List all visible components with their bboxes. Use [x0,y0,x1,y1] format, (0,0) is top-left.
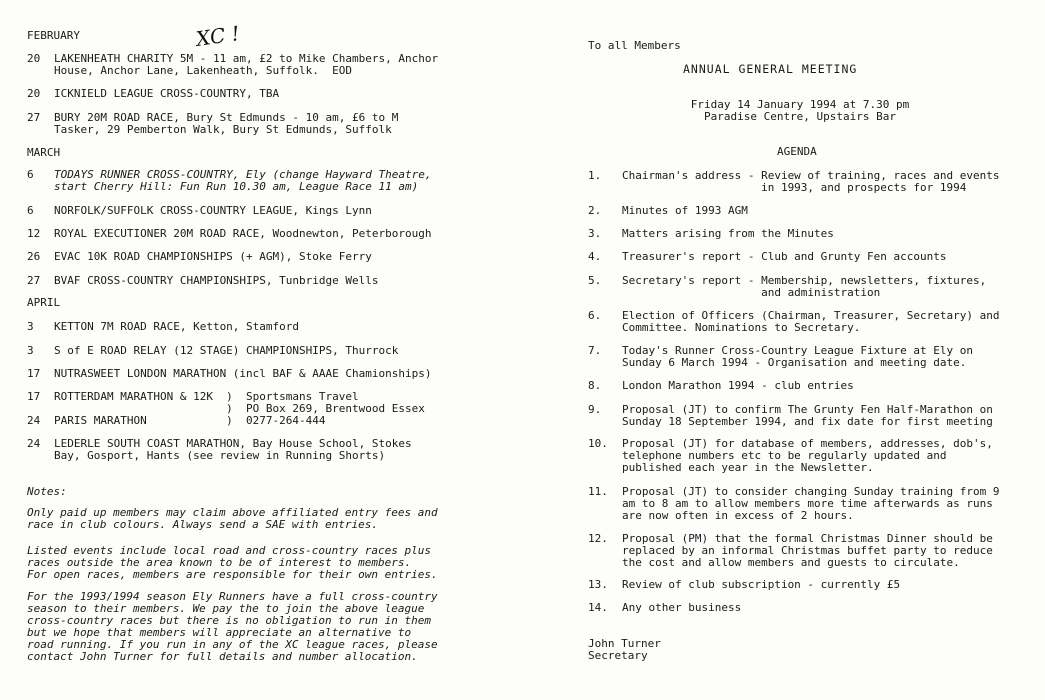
event-text: ) PO Box 269, Brentwood Essex [54,402,425,415]
agenda-item-number: 13. [588,578,608,591]
note-line: cross-country races but there is no obligation to run in them [27,614,431,627]
agenda-item-number: 6. [588,309,602,322]
event-day: 24 [27,437,41,450]
agenda-item-text: are now often in excess of 2 hours. [622,509,854,522]
agenda-item-text: Proposal (PM) that the formal Christmas Dinner should be [622,532,993,545]
signature-name: John Turner [588,637,661,650]
agenda-item-number: 12. [588,532,608,545]
event-day: 3 [27,344,34,357]
event-text: ROYAL EXECUTIONER 20M ROAD RACE, Woodnewton, Peterborough [54,227,432,240]
agenda-item-text: Review of club subscription - currently £5 [622,578,901,591]
salutation: To all Members [588,39,681,52]
agenda-item-text: Any other business [622,601,742,614]
note-line: For the 1993/1994 season Ely Runners have a full cross-country [27,590,438,603]
event-text: start Cherry Hill: Fun Run 10.30 am, League Race 11 am) [54,180,419,193]
meeting-venue: Paradise Centre, Upstairs Bar [703,110,897,123]
event-text: PARIS MARATHON ) 0277-264-444 [54,414,326,427]
event-text: S of E ROAD RELAY (12 STAGE) CHAMPIONSHIPS, Thurrock [54,344,399,357]
agenda-item-text: published each year in the Newsletter. [622,461,874,474]
event-day: 27 [27,111,41,124]
agenda-item-number: 1. [588,169,602,182]
meeting-date: Friday 14 January 1994 at 7.30 pm [690,98,910,111]
agenda-item-number: 9. [588,403,602,416]
note-line: road running. If you run in any of the XC league races, please [27,638,438,651]
agenda-item-text: Proposal (JT) to consider changing Sunday training from 9 [622,485,1000,498]
handwritten-annotation: XC ! [194,21,242,51]
agenda-item-number: 14. [588,601,608,614]
event-text: NORFOLK/SUFFOLK CROSS-COUNTRY LEAGUE, Kings Lynn [54,204,372,217]
event-text: House, Anchor Lane, Lakenheath, Suffolk. EOD [54,64,353,77]
agenda-item-text: Election of Officers (Chairman, Treasurer, Secretary) and [622,309,1000,322]
agenda-item-text: and administration [622,286,881,299]
note-line: season to their members. We pay the to join the above league [27,602,425,615]
agenda-item-number: 11. [588,485,608,498]
agm-heading: ANNUAL GENERAL MEETING [683,62,858,76]
note-line: Only paid up members may claim above affiliated entry fees and [27,506,438,519]
agenda-item-number: 10. [588,437,608,450]
event-day: 20 [27,87,41,100]
event-text: NUTRASWEET LONDON MARATHON (incl BAF & AAAE Chamionships) [54,367,432,380]
agenda-item-text: in 1993, and prospects for 1994 [622,181,967,194]
notes-title: Notes: [27,485,67,498]
note-line: Listed events include local road and cross-country races plus [27,544,431,557]
event-text: Tasker, 29 Pemberton Walk, Bury St Edmunds, Suffolk [54,123,392,136]
event-text: TODAYS RUNNER CROSS-COUNTRY, Ely (change Hayward Theatre, [54,168,432,181]
event-text: ICKNIELD LEAGUE CROSS-COUNTRY, TBA [54,87,280,100]
event-day: 17 [27,390,41,403]
event-day: 20 [27,52,41,65]
note-line: race in club colours. Always send a SAE with entries. [27,518,378,531]
event-day: 24 [27,414,41,427]
agenda-item-text: the cost and allow members and guests to circulate. [622,556,960,569]
month-heading-april: APRIL [27,296,61,309]
event-text: BVAF CROSS-COUNTRY CHAMPIONSHIPS, Tunbridge Wells [54,274,379,287]
agenda-item-text: London Marathon 1994 - club entries [622,379,854,392]
event-day: 6 [27,168,34,181]
note-line: races outside the area known to be of interest to members. [27,556,412,569]
agenda-item-number: 5. [588,274,602,287]
agenda-item-number: 8. [588,379,602,392]
event-text: BURY 20M ROAD RACE, Bury St Edmunds - 10 am, £6 to M [54,111,399,124]
event-day: 27 [27,274,41,287]
event-day: 3 [27,320,34,333]
month-heading-february: FEBRUARY [27,29,80,42]
agenda-item-text: Matters arising from the Minutes [622,227,834,240]
month-heading-march: MARCH [27,146,61,159]
agenda-item-text: Committee. Nominations to Secretary. [622,321,861,334]
agenda-item-text: Chairman's address - Review of training, races and events [622,169,1000,182]
event-text: KETTON 7M ROAD RACE, Ketton, Stamford [54,320,300,333]
event-day: 17 [27,367,41,380]
event-text: EVAC 10K ROAD CHAMPIONSHIPS (+ AGM), Stoke Ferry [54,250,372,263]
note-line: contact John Turner for full details and number allocation. [27,650,418,663]
event-day: 6 [27,204,34,217]
agenda-item-text: Minutes of 1993 AGM [622,204,748,217]
agenda-item-text: telephone numbers etc to be regularly updated and [622,449,947,462]
event-text: LEDERLE SOUTH COAST MARATHON, Bay House School, Stokes [54,437,412,450]
agenda-item-number: 2. [588,204,602,217]
note-line: but we hope that members will appreciate an alternative to [27,626,412,639]
agenda-title: AGENDA [777,145,817,158]
signature-title: Secretary [588,649,648,662]
agenda-item-text: replaced by an informal Christmas buffet party to reduce [622,544,993,557]
agenda-item-number: 4. [588,250,602,263]
event-day: 26 [27,250,41,263]
agenda-item-text: Sunday 18 September 1994, and fix date for first meeting [622,415,993,428]
note-line: For open races, members are responsible for their own entries. [27,568,438,581]
agenda-item-text: Sunday 6 March 1994 - Organisation and meeting date. [622,356,967,369]
agenda-item-number: 7. [588,344,602,357]
agenda-item-text: Secretary's report - Membership, newsletters, fixtures, [622,274,987,287]
event-text: LAKENHEATH CHARITY 5M - 11 am, £2 to Mike Chambers, Anchor [54,52,439,65]
event-text: Bay, Gosport, Hants (see review in Running Shorts) [54,449,386,462]
event-text: ROTTERDAM MARATHON & 12K ) Sportsmans Travel [54,390,359,403]
event-day: 12 [27,227,41,240]
agenda-item-text: Treasurer's report - Club and Grunty Fen accounts [622,250,947,263]
agenda-item-text: Proposal (JT) for database of members, addresses, dob's, [622,437,993,450]
agenda-item-text: Today's Runner Cross-Country League Fixture at Ely on [622,344,973,357]
agenda-item-text: Proposal (JT) to confirm The Grunty Fen Half-Marathon on [622,403,993,416]
agenda-item-text: am to 8 am to allow members more time afterwards as runs [622,497,993,510]
agenda-item-number: 3. [588,227,602,240]
